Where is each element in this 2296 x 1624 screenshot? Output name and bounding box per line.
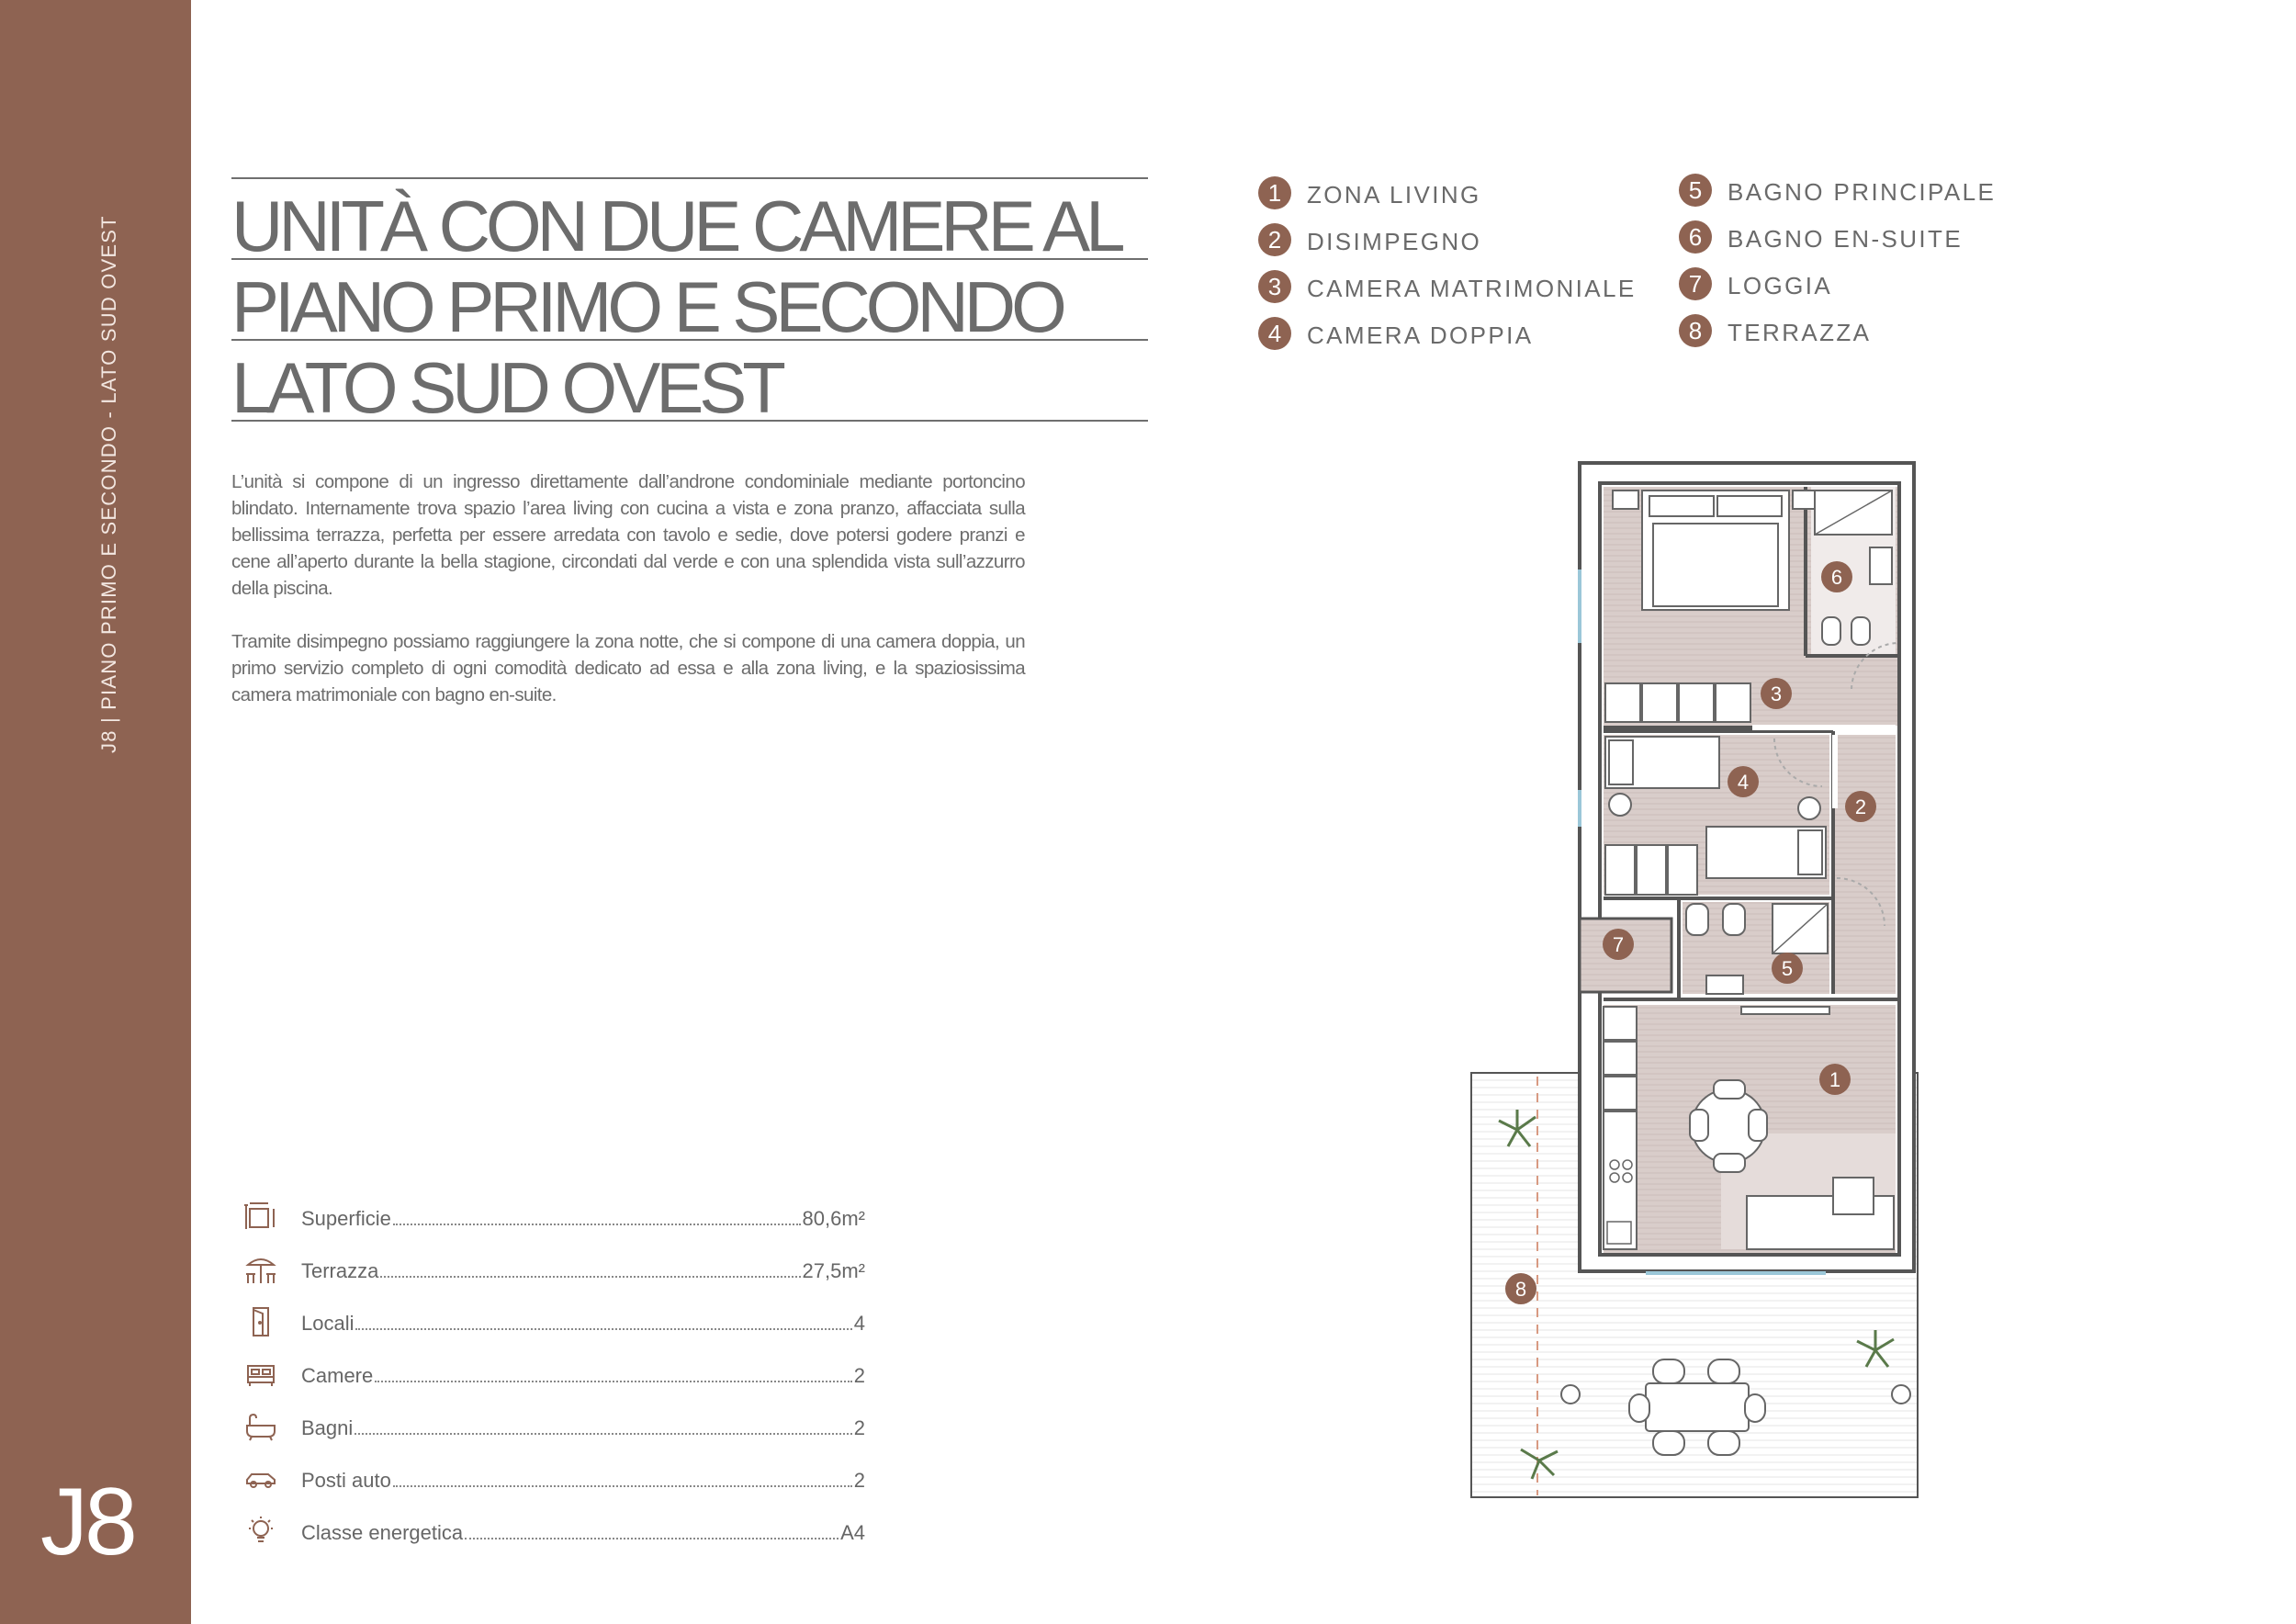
legend-label: LOGGIA: [1728, 272, 1833, 299]
legend-number: 6: [1679, 220, 1712, 254]
legend-label: DISIMPEGNO: [1307, 228, 1482, 255]
legend-label: BAGNO EN-SUITE: [1728, 225, 1964, 253]
svg-text:3: 3: [1770, 682, 1783, 705]
title-line-1: UNITÀ CON DUE CAMERE AL: [231, 177, 1148, 258]
spec-posti-auto: [244, 1463, 865, 1516]
car-icon: [244, 1463, 277, 1494]
unit-code: J8: [40, 1469, 134, 1575]
spec-superficie: [244, 1201, 865, 1254]
room-badge-5: [1772, 953, 1803, 984]
terrace-icon: [244, 1254, 277, 1285]
legend-number: 3: [1258, 270, 1291, 303]
spec-camere: [244, 1359, 865, 1411]
spec-bagni: [244, 1411, 865, 1463]
room-badge-8: [1505, 1273, 1536, 1304]
spec-value: 2: [853, 1469, 865, 1492]
svg-text:7: 7: [1612, 933, 1625, 956]
spec-label: Superficie: [301, 1207, 391, 1230]
spec-value: 2: [853, 1364, 865, 1387]
page-title: [231, 177, 1148, 428]
description-paragraph-1: L’unità si compone di un ingresso direttamente dall’androne condominiale mediante portoncino blindato. Internamente trova spazio l’area living con cucina a vista e zona pranzo, affacciata sulla bellissima terrazza, perfetta per essere arredata con tavolo e sedie, dove potersi godere pranzi e cene all’aperto durante la bella stagione, circondati dal verde e con una splendida vista sull’azzurro della piscina.: [231, 471, 1025, 599]
bathtub-icon: [244, 1411, 277, 1442]
description-paragraph-2: Tramite disimpegno possiamo raggiungere la zona notte, che si compone di una camera doppia, un primo servizio completo di ogni comodità dedicato ad essa e alla zona living, e la spaziosissima camera matrimoniale con bagno en-suite.: [231, 631, 1025, 705]
spec-value: 2: [853, 1416, 865, 1439]
title-line-3: LATO SUD OVEST: [231, 339, 1148, 422]
spec-locali: [244, 1306, 865, 1359]
spec-label: Locali: [301, 1312, 355, 1335]
legend-number: 4: [1258, 317, 1291, 350]
legend-label: BAGNO PRINCIPALE: [1728, 178, 1997, 206]
spec-label: Terrazza: [301, 1259, 379, 1282]
legend-label: ZONA LIVING: [1307, 181, 1481, 209]
room-badge-6: [1821, 561, 1852, 592]
lightbulb-icon: [244, 1516, 277, 1547]
spec-label: Classe energetica: [301, 1521, 464, 1544]
room-2-floor: [1835, 735, 1896, 994]
legend-label: TERRAZZA: [1728, 319, 1872, 346]
spec-label: Camere: [301, 1364, 374, 1387]
floor-plan: [1466, 459, 1921, 1503]
legend-number: 1: [1258, 176, 1291, 209]
svg-text:4: 4: [1737, 771, 1750, 794]
spec-value: 80,6m²: [802, 1207, 865, 1230]
door-icon: [244, 1306, 277, 1337]
sidebar-vertical-title: J8 | PIANO PRIMO E SECONDO - LATO SUD OVEST: [97, 215, 120, 753]
svg-text:6: 6: [1830, 566, 1843, 589]
legend-number: 5: [1679, 174, 1712, 207]
area-icon: [244, 1201, 277, 1233]
svg-text:5: 5: [1781, 957, 1794, 980]
legend-number: 2: [1258, 223, 1291, 256]
svg-text:1: 1: [1829, 1068, 1841, 1091]
spec-value: A4: [840, 1521, 865, 1544]
spec-value: 4: [853, 1312, 865, 1335]
legend-number: 8: [1679, 314, 1712, 347]
legend-number: 7: [1679, 267, 1712, 300]
spec-label: Posti auto: [301, 1469, 391, 1492]
svg-text:8: 8: [1514, 1278, 1527, 1301]
spec-value: 27,5m²: [802, 1259, 865, 1282]
description: [231, 468, 1025, 735]
room-badge-1: [1819, 1064, 1851, 1095]
spec-classe-energetica: [244, 1516, 865, 1568]
svg-text:2: 2: [1854, 795, 1867, 818]
room-badge-4: [1728, 766, 1759, 797]
spec-terrazza: [244, 1254, 865, 1306]
spec-list: [244, 1201, 865, 1568]
room-badge-3: [1761, 678, 1792, 709]
title-line-2: PIANO PRIMO E SECONDO: [231, 258, 1148, 339]
sidebar: [0, 0, 191, 1624]
legend-label: CAMERA MATRIMONIALE: [1307, 275, 1637, 302]
room-badge-7: [1603, 929, 1634, 960]
room-badge-2: [1845, 791, 1876, 822]
legend-label: CAMERA DOPPIA: [1307, 321, 1534, 349]
bed-icon: [244, 1359, 277, 1390]
spec-label: Bagni: [301, 1416, 354, 1439]
